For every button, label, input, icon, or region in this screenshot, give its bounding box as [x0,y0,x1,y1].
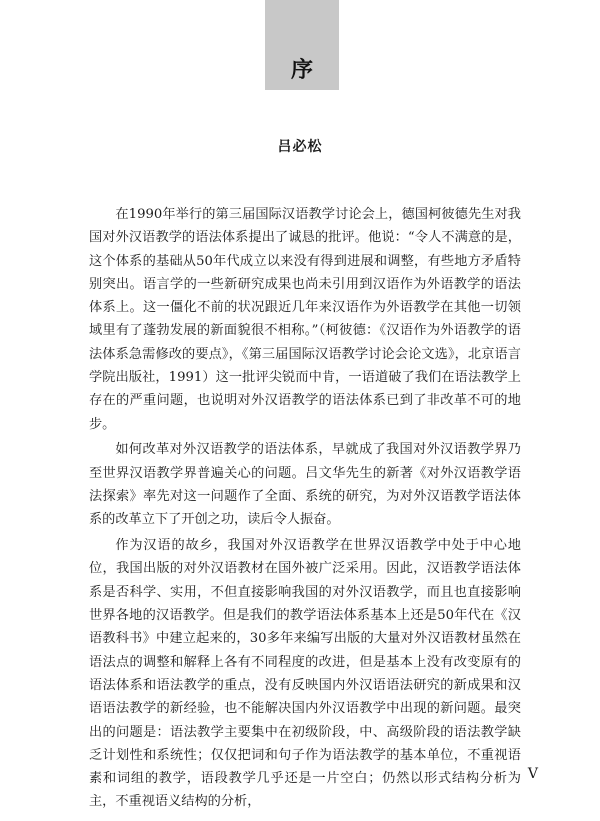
paragraph: 在1990年举行的第三届国际汉语教学讨论会上，德国柯彼德先生对我国对外汉语教学的语法体系提出了诚恳的批评。他说：“令人不满意的是，这个体系的基础从50年代成立以来没有得到进展和调整，有些地方矛盾特别突出。语言学的一些新研究成果也尚未引用到汉语作为外语教学的语法体系上。这一僵化不前的状况跟近几年来汉语作为外语教学在其他一切领域里有了蓬勃发展的新面貌很不相称。”（柯彼德：《汉语作为外语教学的语法体系急需修改的要点》，《第三届国际汉语教学讨论会论文选》，北京语言学院出版社，1991）这一批评尖锐而中肯，一语道破了我们在语法教学上存在的严重问题，也说明对外汉语教学的语法体系已到了非改革不可的地步。 [89,207,521,432]
page-number: V [527,766,538,782]
body-text [89,203,521,816]
chapter-title: 序 [290,58,313,83]
paragraph: 作为汉语的故乡，我国对外汉语教学在世界汉语教学中处于中心地位，我国出版的对外汉语教材在国外被广泛采用。因此，汉语教学语法体系是否科学、实用，不但直接影响我国的对外汉语教学，而且也直接影响世界各地的汉语教学。但是我们的教学语法体系基本上还是50年代在《汉语教科书》中建立起来的，30多年来编写出版的大量对外汉语教材虽然在语法点的调整和解释上各有不同程度的改进，但是基本上没有改变原有的语法体系和语法教学的重点，没有反映国内外汉语语法研究的新成果和汉语语法教学的新经验，也不能解决国内外汉语教学中出现的新问题。最突出的问题是：语法教学主要集中在初级阶段，中、高级阶段的语法教学缺乏计划性和系统性；仅仅把词和句子作为语法教学的基本单位，不重视语素和词组的教学，语段教学几乎还是一片空白；仍然以形式结构分析为主，不重视语义结构的分析， [89,538,521,810]
paragraph: 如何改革对外汉语教学的语法体系，早就成了我国对外汉语教学界乃至世界汉语教学界普遍关心的问题。吕文华先生的新著《对外汉语教学语法探索》率先对这一问题作了全面、系统的研究，为对外汉语教学语法体系的改革立下了开创之功，读后令人振奋。 [89,442,521,528]
chapter-title-tab [265,0,339,90]
author-name: 吕必松 [277,139,323,155]
